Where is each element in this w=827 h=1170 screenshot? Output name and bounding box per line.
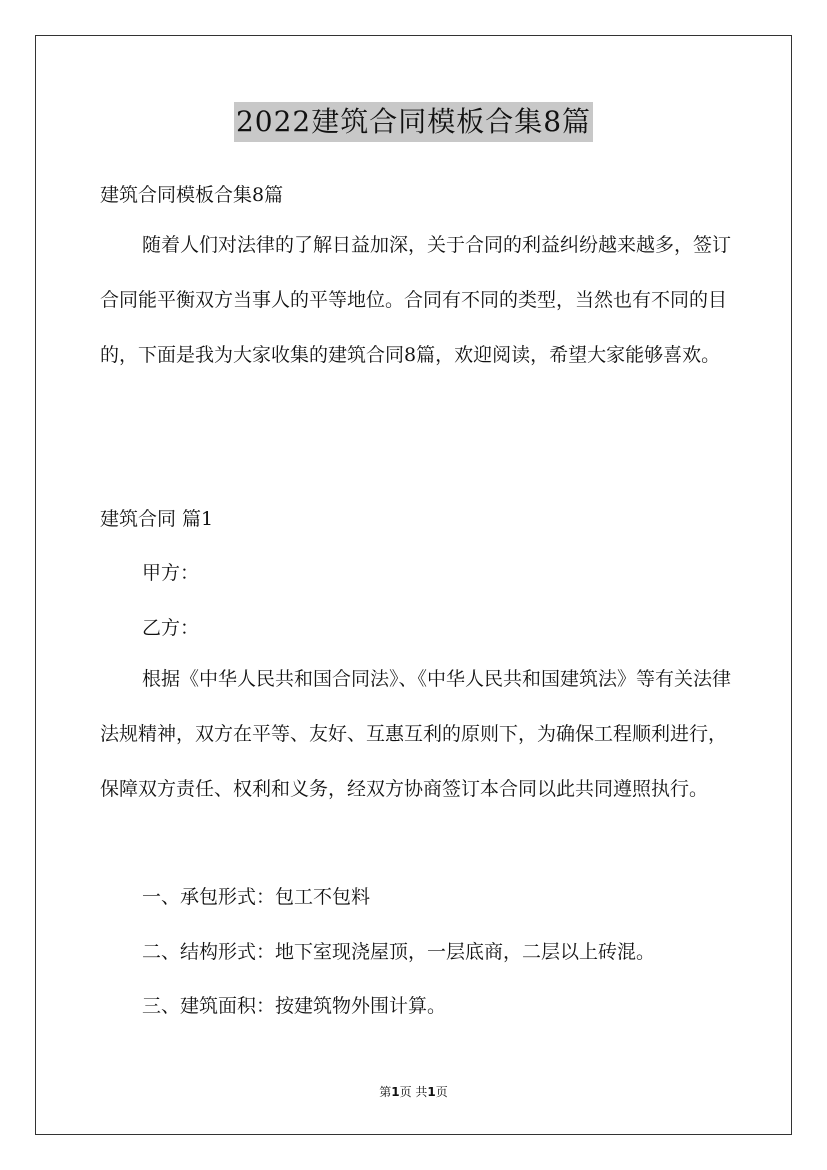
section-heading: 建筑合同 篇1 [100,508,214,530]
basis-paragraph: 根据《中华人民共和国合同法》、《中华人民共和国建筑法》等有关法律法规精神，双方在平等、友好、互惠互利的原则下，为确保工程顺利进行，保障双方责任、权利和义务，经双方协商签订本合同以此共同遵照执行。 [100,668,732,800]
page-label-prefix: 第 [379,1085,392,1099]
title-text: 2022建筑合同模板合集8篇 [234,102,593,142]
party-b-label: 乙方： [142,617,200,639]
contract-item-1: 一、承包形式：包工不包料 [142,886,371,908]
contract-item-2: 二、结构形式：地下室现浇屋顶，一层底商，二层以上砖混。 [142,941,656,963]
intro-paragraph: 随着人们对法律的了解日益加深，关于合同的利益纠纷越来越多，签订合同能平衡双方当事人的平等地位。合同有不同的类型，当然也有不同的目的，下面是我为大家收集的建筑合同8篇，欢迎阅读，希望大家能够喜欢。 [100,234,732,366]
party-a-label: 甲方： [142,562,200,584]
document-title [0,102,827,142]
page-footer [0,1083,827,1100]
page-label-mid: 页 共 [399,1085,428,1099]
page-total: 1 [427,1085,436,1099]
document-subtitle: 建筑合同模板合集8篇 [100,184,284,206]
contract-item-3: 三、建筑面积：按建筑物外围计算。 [142,995,447,1017]
page-label-suffix: 页 [435,1085,448,1099]
page-current: 1 [391,1085,400,1099]
